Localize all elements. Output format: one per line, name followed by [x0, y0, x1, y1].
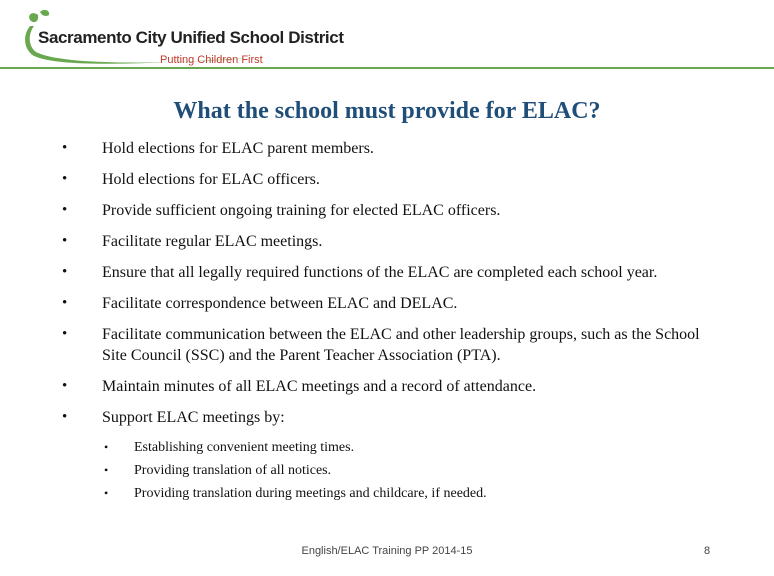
list-item	[62, 138, 712, 159]
list-item-text: Facilitate regular ELAC meetings.	[102, 233, 323, 250]
list-item	[62, 376, 712, 397]
list-item	[62, 293, 712, 314]
bullet-icon: •	[62, 140, 68, 156]
list-item	[62, 169, 712, 190]
page-number: 8	[704, 545, 711, 557]
list-item-text: Hold elections for ELAC parent members.	[102, 140, 374, 157]
sub-list-item	[104, 482, 712, 505]
sub-list-item	[104, 459, 712, 482]
bullet-icon: •	[62, 171, 68, 187]
list-item-text: Facilitate correspondence between ELAC and DELAC.	[102, 295, 458, 312]
sub-list-item	[104, 436, 712, 459]
bullet-icon: •	[62, 233, 68, 249]
footer-text: English/ELAC Training PP 2014-15	[301, 545, 473, 557]
list-item-text: Facilitate communication between the ELAC and other leadership groups, such as the School Site Council (SSC) and the Parent Teacher Association (PTA).	[102, 326, 700, 364]
bullet-icon: •	[62, 409, 68, 425]
sub-bullet-icon: •	[104, 486, 109, 500]
bullet-list	[62, 138, 712, 515]
list-item	[62, 407, 712, 505]
list-item-text: Support ELAC meetings by:	[102, 409, 285, 426]
bullet-icon: •	[62, 264, 68, 280]
header-divider	[0, 67, 774, 69]
district-name: Sacramento City Unified School District	[38, 28, 344, 47]
bullet-icon: •	[62, 378, 68, 394]
sub-bullet-list	[104, 436, 712, 505]
list-item	[62, 200, 712, 221]
bullet-icon: •	[62, 326, 68, 342]
sub-list-item-text: Providing translation during meetings and childcare, if needed.	[134, 486, 487, 501]
sub-list-item-text: Establishing convenient meeting times.	[134, 440, 355, 455]
bullet-icon: •	[62, 202, 68, 218]
list-item	[62, 231, 712, 252]
list-item-text: Ensure that all legally required functions of the ELAC are completed each school year.	[102, 264, 658, 281]
list-item-text: Provide sufficient ongoing training for elected ELAC officers.	[102, 202, 501, 219]
district-logo	[22, 8, 344, 70]
sub-bullet-icon: •	[104, 440, 109, 454]
sub-bullet-icon: •	[104, 463, 109, 477]
list-item-text: Hold elections for ELAC officers.	[102, 171, 320, 188]
list-item-text: Maintain minutes of all ELAC meetings and a record of attendance.	[102, 378, 537, 395]
list-item	[62, 324, 712, 366]
slide-title: What the school must provide for ELAC?	[173, 98, 601, 124]
district-tagline: Putting Children First	[160, 54, 263, 66]
sub-list-item-text: Providing translation of all notices.	[134, 463, 332, 478]
list-item	[62, 262, 712, 283]
bullet-icon: •	[62, 295, 68, 311]
